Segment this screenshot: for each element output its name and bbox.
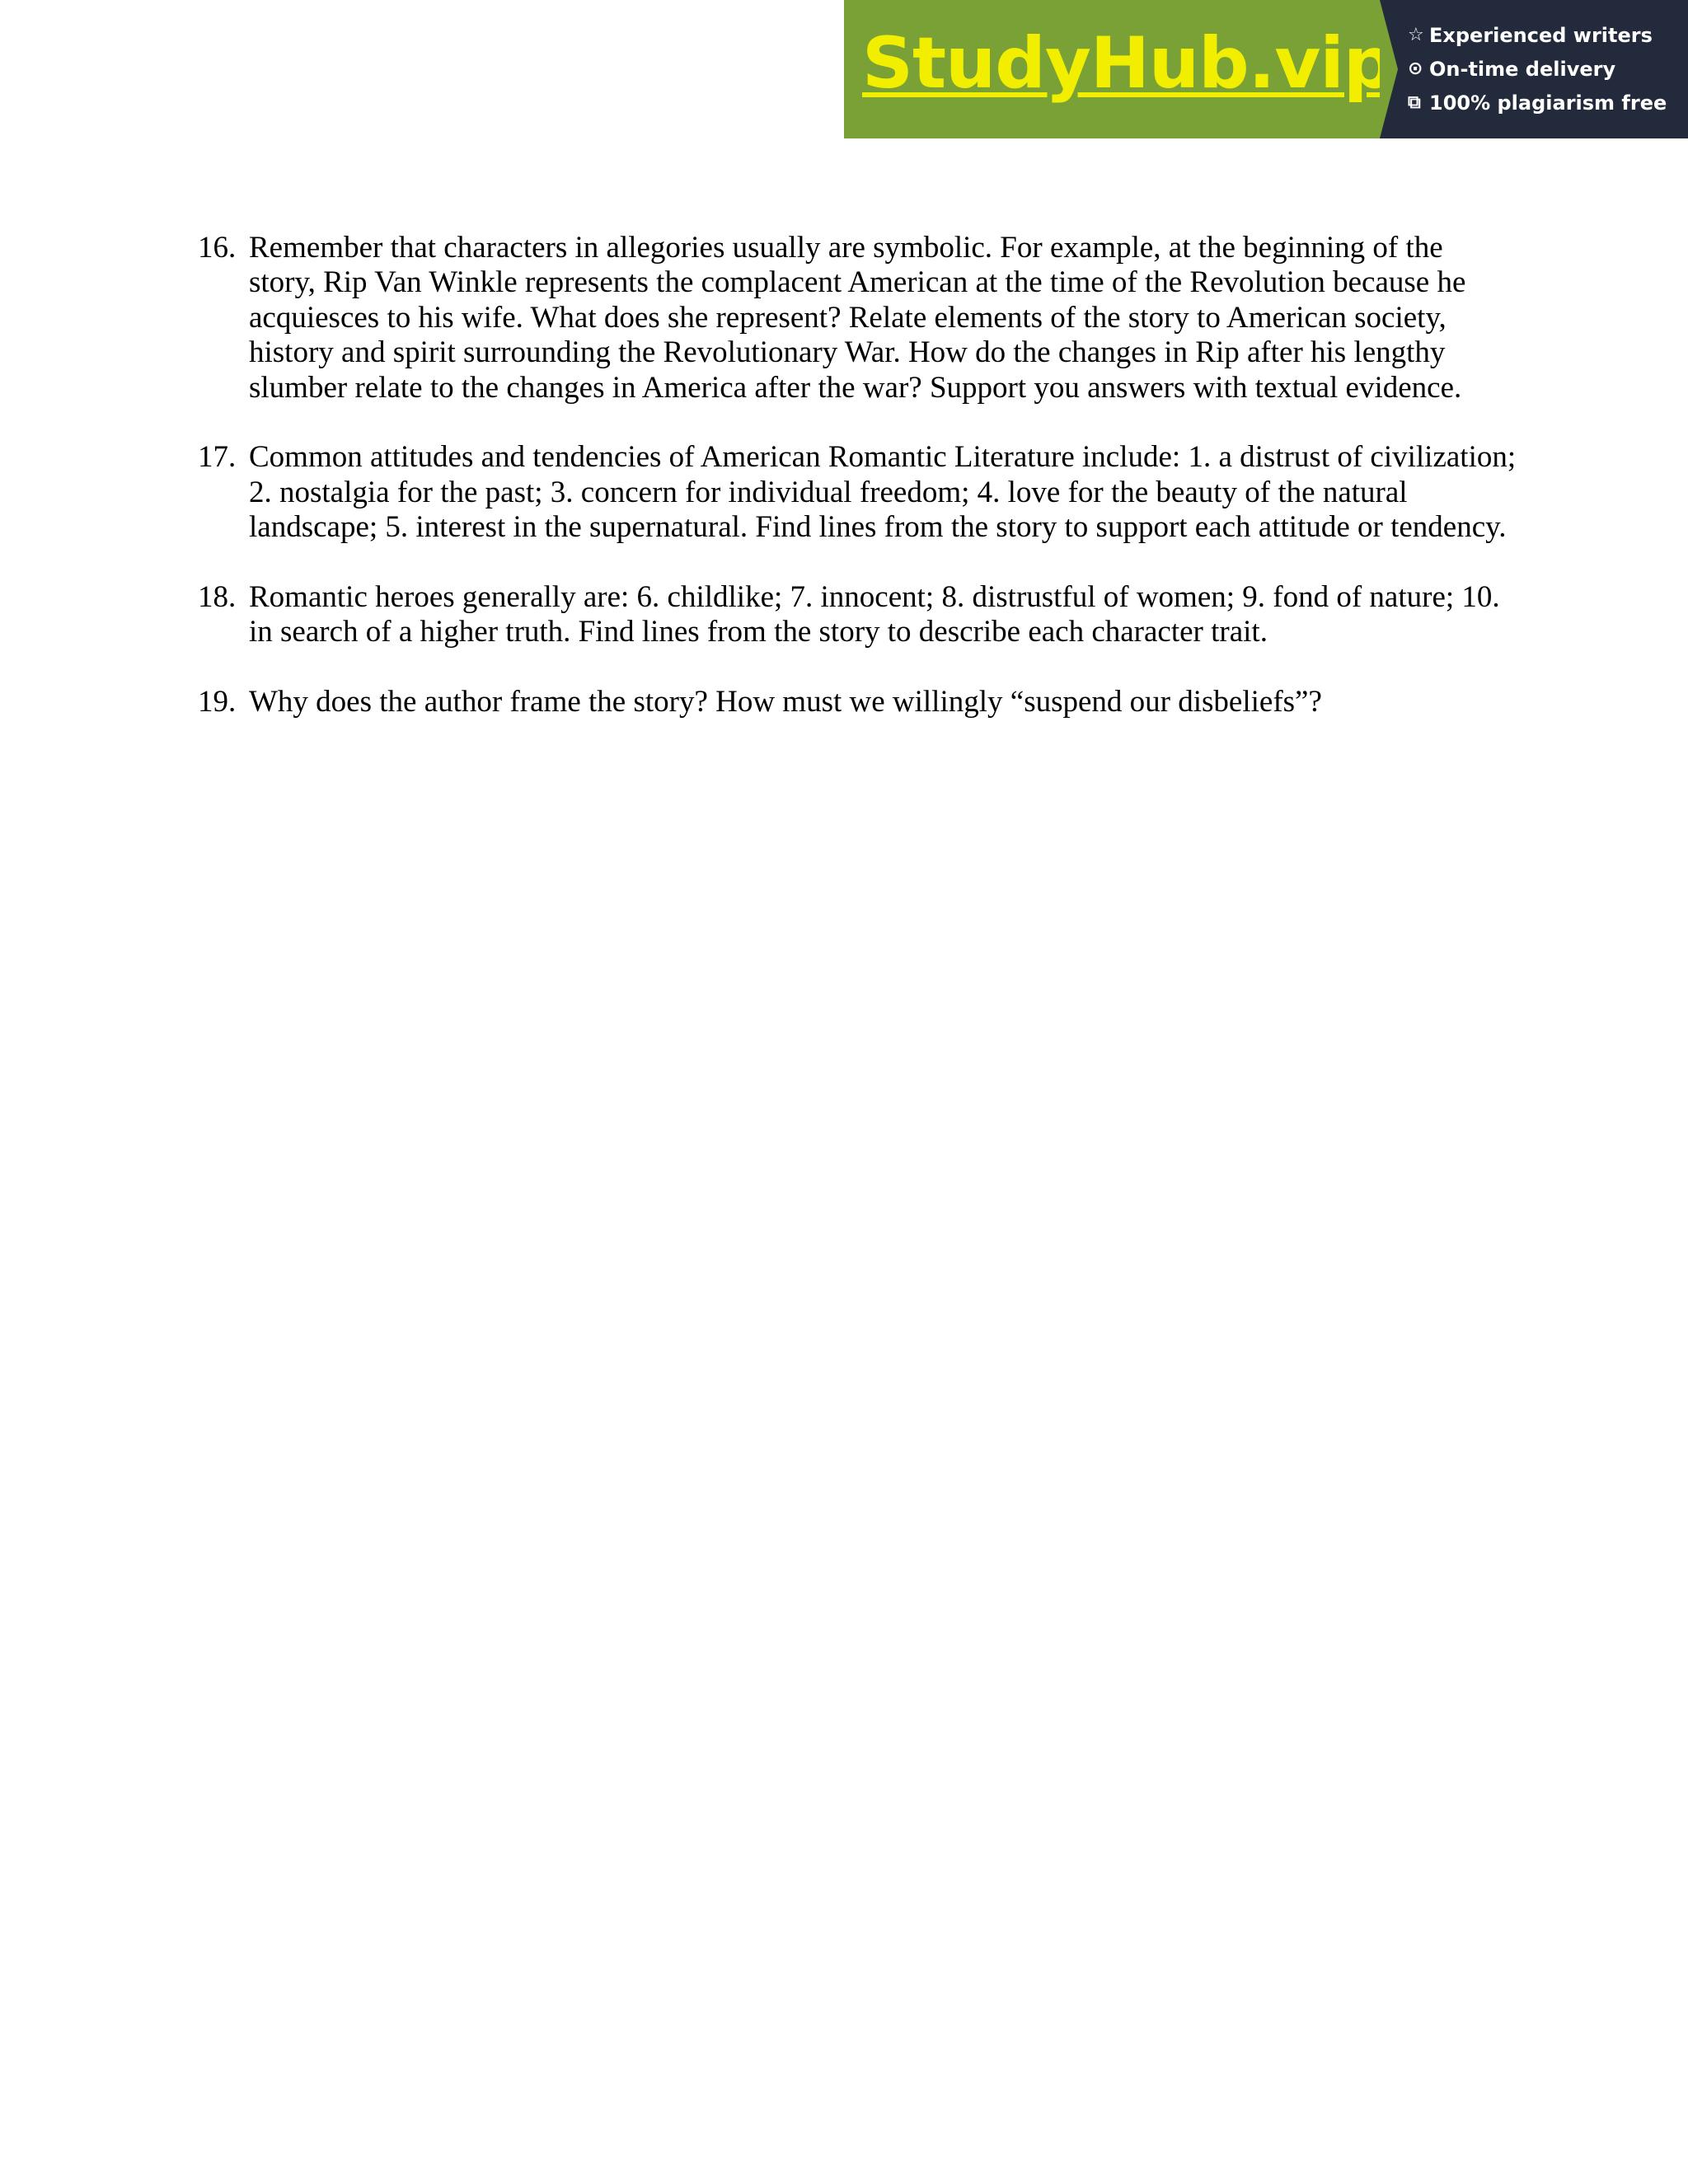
question-number: 17. bbox=[198, 440, 237, 475]
feature-on-time-delivery bbox=[844, 52, 1688, 86]
feature-label: Experienced writers bbox=[1429, 23, 1653, 47]
question-number: 18. bbox=[198, 580, 237, 615]
question-text: Common attitudes and tendencies of American Romantic Literature include: 1. a distrust of civilization; 2. nostalgia for the past; 3. concern for individual freedom; 4. love for the beauty of the natural landscape; 5. interest in the supernatural. Find lines from the story to support each attitude or tendency. bbox=[249, 440, 1517, 545]
question-text: Romantic heroes generally are: 6. childlike; 7. innocent; 8. distrustful of women; 9. fond of nature; 10. in search of a higher truth. Find lines from the story to describe each character trait. bbox=[249, 580, 1500, 649]
question-number: 16. bbox=[198, 231, 237, 265]
feature-plagiarism-free bbox=[844, 86, 1688, 120]
feature-experienced-writers bbox=[844, 18, 1688, 52]
star-icon: ☆ bbox=[1408, 25, 1424, 45]
question-17 bbox=[198, 440, 1517, 545]
question-text: Remember that characters in allegories usually are symbolic. For example, at the beginning of the story, Rip Van Winkle represents the complacent American at the time of the Revolution because he acquiesces to his wife. What does she represent? Relate elements of the story to American society, history and spirit surrounding the Revolutionary War. How do the changes in Rip after his lengthy slumber relate to the changes in America after the war? Support you answers with textual evidence. bbox=[249, 231, 1466, 405]
question-19 bbox=[198, 685, 1517, 719]
feature-label: 100% plagiarism free bbox=[1429, 91, 1667, 115]
brand-logo[interactable]: StudyHub.vip bbox=[862, 22, 1394, 105]
features-panel bbox=[1380, 0, 1688, 138]
question-text: Why does the author frame the story? How must we willingly “suspend our disbeliefs”? bbox=[249, 685, 1322, 719]
question-list bbox=[198, 231, 1517, 755]
copy-icon: ⧉ bbox=[1408, 92, 1421, 113]
feature-label: On-time delivery bbox=[1429, 57, 1616, 81]
question-18 bbox=[198, 580, 1517, 650]
question-16 bbox=[198, 231, 1517, 405]
ad-banner[interactable] bbox=[844, 0, 1688, 138]
clock-icon: ⊙ bbox=[1408, 59, 1423, 79]
question-number: 19. bbox=[198, 685, 237, 719]
